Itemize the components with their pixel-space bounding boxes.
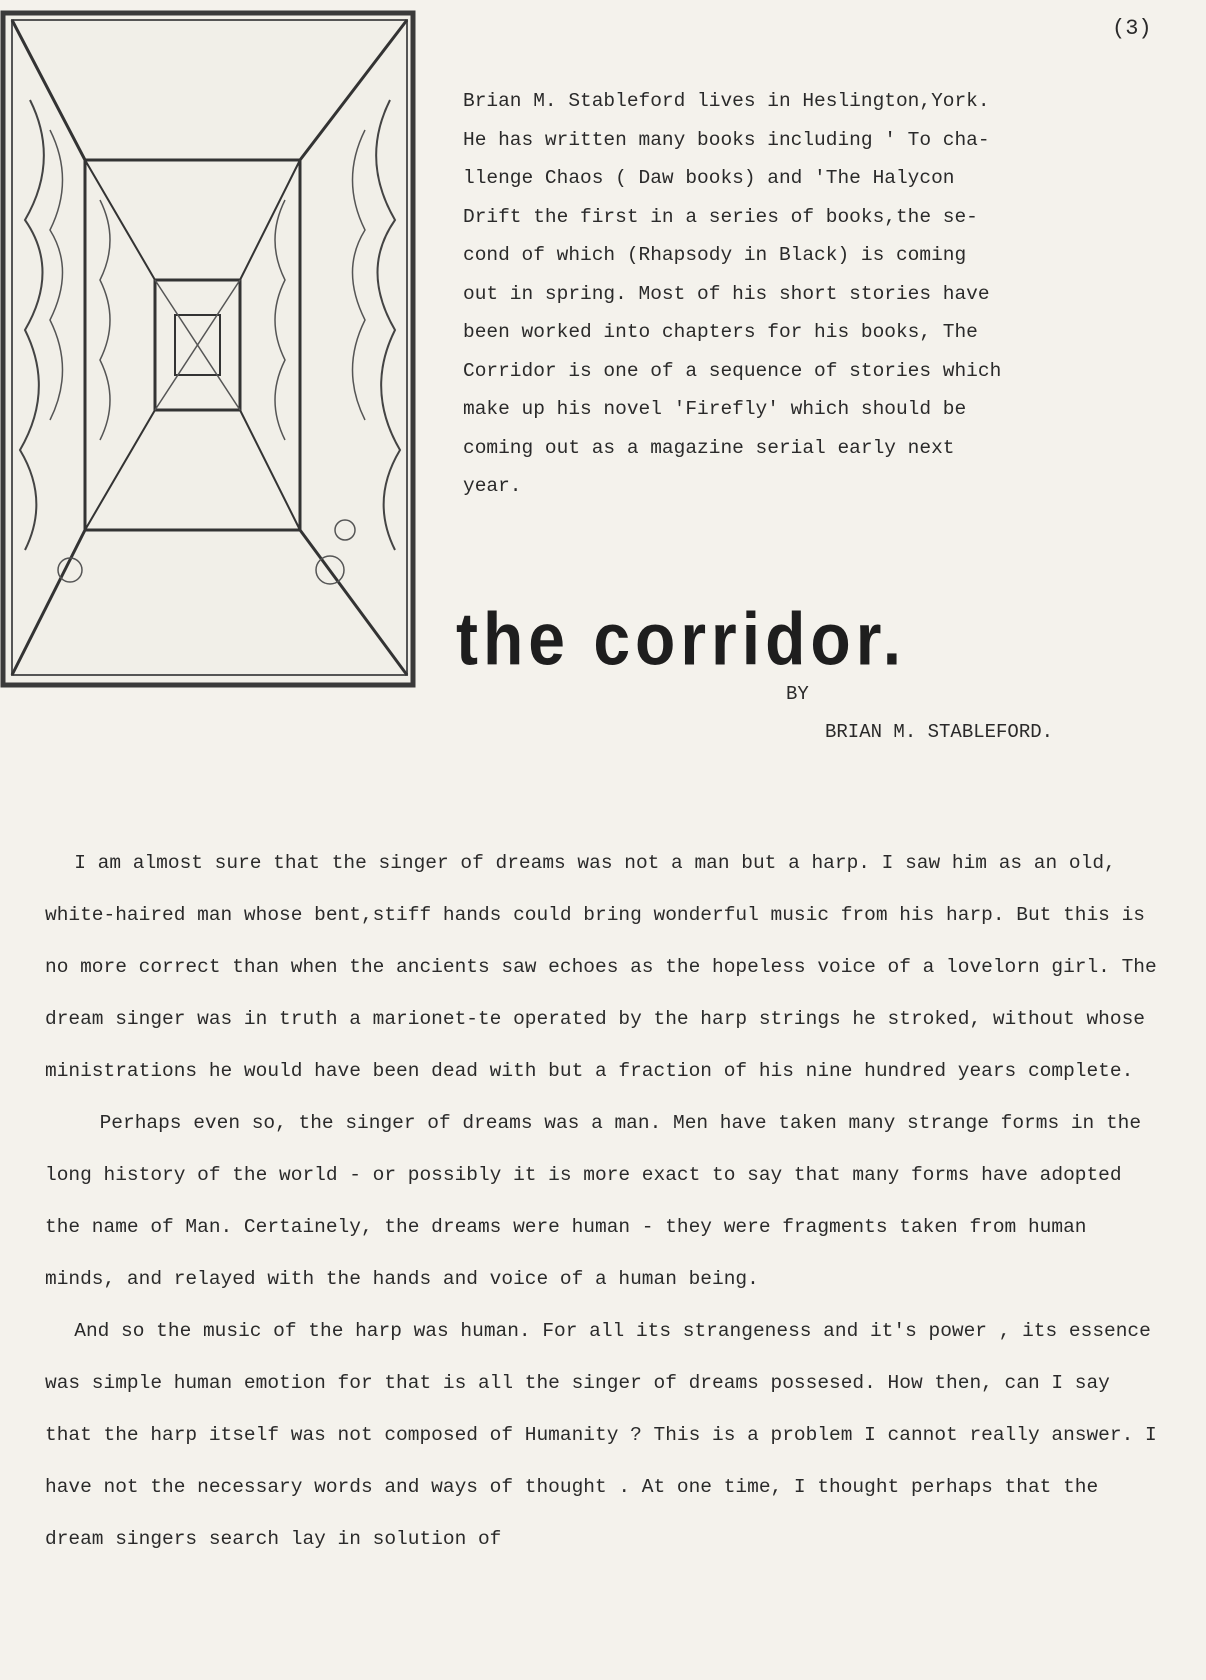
- intro-line: Brian M. Stableford lives in Heslington,York.: [463, 90, 990, 112]
- intro-line: year.: [463, 475, 522, 497]
- page-number: (3): [1112, 16, 1152, 41]
- intro-line: make up his novel 'Firefly' which should be: [463, 398, 967, 420]
- story-paragraph: Perhaps even so, the singer of dreams was a man. Men have taken many strange forms in the long history of the world - or possibly it is more exact to say that many forms have adopted the name of Man. Certainely, the dreams were human - they were fragments taken from human minds, and relayed with the hands and voice of a human being.: [45, 1112, 1142, 1290]
- intro-line: llenge Chaos ( Daw books) and 'The Halycon: [463, 167, 955, 189]
- intro-line: Corridor is one of a sequence of stories which: [463, 359, 1002, 382]
- intro-line: He has written many books including ' To cha-: [463, 128, 990, 151]
- author-name: BRIAN M. STABLEFORD.: [825, 721, 1054, 743]
- intro-line: out in spring. Most of his short stories have: [463, 282, 990, 305]
- story-body: [45, 837, 1165, 1565]
- story-title: the corridor.: [456, 597, 907, 680]
- corridor-illustration: [0, 10, 425, 695]
- intro-line: coming out as a magazine serial early next: [463, 436, 955, 459]
- story-paragraph: And so the music of the harp was human. For all its strangeness and it's power , its essence was simple human emotion for that is all the singer of dreams possesed. How then, can I say that the harp itself was not composed of Humanity ? This is a problem I cannot really answer. I have not the necessary words and ways of thought . At one time, I thought perhaps that the dream singers search lay in solution of: [45, 1320, 1157, 1550]
- author-intro: [463, 82, 1103, 506]
- intro-line: Drift the first in a series of books,the se-: [463, 205, 978, 228]
- byline: BY: [786, 683, 809, 705]
- intro-line: been worked into chapters for his books, The: [463, 321, 978, 343]
- intro-line: cond of which (Rhapsody in Black) is coming: [463, 244, 967, 266]
- story-paragraph: I am almost sure that the singer of dreams was not a man but a harp. I saw him as an old, white-haired man whose bent,stiff hands could bring wonderful music from his harp. But this is no more correct than when the ancients saw echoes as the hopeless voice of a lovelorn girl. The dream singer was in truth a marionet-te operated by the harp strings he stroked, without whose ministrations he would have been dead with but a fraction of his nine hundred years complete.: [45, 852, 1157, 1082]
